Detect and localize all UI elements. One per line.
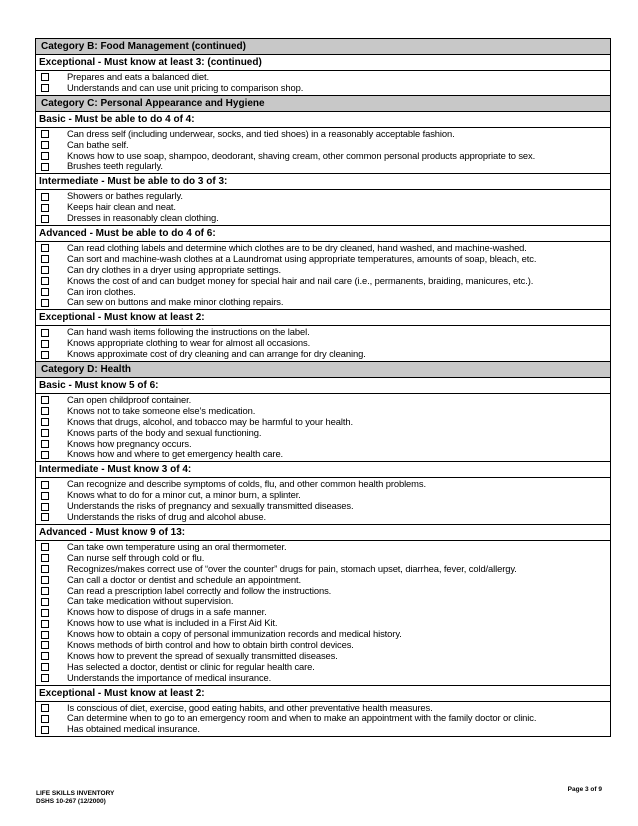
form-footer <box>36 790 114 806</box>
category-header: Category B: Food Management (continued) <box>36 39 610 55</box>
checkbox[interactable] <box>41 663 49 671</box>
checkbox[interactable] <box>41 598 49 606</box>
checkbox[interactable] <box>41 84 49 92</box>
item-text: Recognizes/makes correct use of “over the counter” drugs for pain, stomach upset, diarrhea, fever, cold/allergy. <box>67 562 517 574</box>
item-text: Can open childproof container. <box>67 394 192 406</box>
checkbox[interactable] <box>41 503 49 511</box>
checkbox[interactable] <box>41 641 49 649</box>
checklist-item <box>36 297 610 308</box>
checkbox[interactable] <box>41 576 49 584</box>
level-header: Intermediate - Must know 3 of 4: <box>36 462 610 478</box>
checkbox[interactable] <box>41 715 49 723</box>
checkbox[interactable] <box>41 652 49 660</box>
item-text: Is conscious of diet, exercise, good eating habits, and other preventative health measures. <box>67 701 433 713</box>
checkbox[interactable] <box>41 288 49 296</box>
checkbox[interactable] <box>41 492 49 500</box>
checkbox[interactable] <box>41 244 49 252</box>
checkbox[interactable] <box>41 396 49 404</box>
checkbox[interactable] <box>41 726 49 734</box>
category-header: Category C: Personal Appearance and Hygiene <box>36 96 610 112</box>
item-text: Knows how and where to get emergency health care. <box>67 448 284 460</box>
checkbox[interactable] <box>41 215 49 223</box>
checkbox[interactable] <box>41 609 49 617</box>
item-text: Knows how pregnancy occurs. <box>67 437 192 449</box>
checklist-group <box>36 128 610 175</box>
item-text: Dresses in reasonably clean clothing. <box>67 212 219 224</box>
item-text: Showers or bathes regularly. <box>67 190 183 202</box>
checkbox[interactable] <box>41 429 49 437</box>
checklist-item <box>36 140 610 151</box>
checklist-item <box>36 83 610 94</box>
item-text: Can dry clothes in a dryer using appropriate settings. <box>67 263 281 275</box>
item-text: Knows appropriate clothing to wear for almost all occasions. <box>67 337 311 349</box>
item-text: Can call a doctor or dentist and schedule an appointment. <box>67 573 302 585</box>
item-text: Knows what to do for a minor cut, a minor burn, a splinter. <box>67 489 301 501</box>
item-text: Can sew on buttons and make minor clothing repairs. <box>67 296 284 308</box>
checkbox[interactable] <box>41 266 49 274</box>
item-text: Understands the risks of pregnancy and sexually transmitted diseases. <box>67 500 354 512</box>
item-text: Knows approximate cost of dry cleaning and can arrange for dry cleaning. <box>67 348 366 360</box>
checklist-group <box>36 71 610 96</box>
checklist-item <box>36 673 610 684</box>
checklist-item <box>36 428 610 439</box>
checkbox[interactable] <box>41 340 49 348</box>
checkbox[interactable] <box>41 440 49 448</box>
checkbox[interactable] <box>41 193 49 201</box>
checkbox[interactable] <box>41 130 49 138</box>
item-text: Has selected a doctor, dentist or clinic for regular health care. <box>67 660 315 672</box>
checkbox[interactable] <box>41 587 49 595</box>
checkbox[interactable] <box>41 255 49 263</box>
checklist-item <box>36 349 610 360</box>
checkbox[interactable] <box>41 451 49 459</box>
item-text: Can iron clothes. <box>67 285 136 297</box>
item-text: Has obtained medical insurance. <box>67 723 200 735</box>
checkbox[interactable] <box>41 565 49 573</box>
checkbox[interactable] <box>41 543 49 551</box>
level-header: Advanced - Must know 9 of 13: <box>36 525 610 541</box>
checklist-group <box>36 702 610 737</box>
checkbox[interactable] <box>41 163 49 171</box>
checkbox[interactable] <box>41 620 49 628</box>
item-text: Knows methods of birth control and how to obtain birth control devices. <box>67 638 354 650</box>
checkbox[interactable] <box>41 674 49 682</box>
item-text: Prepares and eats a balanced diet. <box>67 71 210 82</box>
checkbox[interactable] <box>41 554 49 562</box>
checklist-item <box>36 213 610 224</box>
checkbox[interactable] <box>41 329 49 337</box>
checklist-item <box>36 512 610 523</box>
form-title: LIFE SKILLS INVENTORY <box>36 790 115 797</box>
checkbox[interactable] <box>41 704 49 712</box>
level-header: Intermediate - Must be able to do 3 of 3: <box>36 174 610 190</box>
item-text: Understands the importance of medical insurance. <box>67 671 272 683</box>
item-text: Understands and can use unit pricing to comparison shop. <box>67 81 304 93</box>
level-header: Exceptional - Must know at least 2: <box>36 310 610 326</box>
item-text: Knows that drugs, alcohol, and tobacco may be harmful to your health. <box>67 415 353 427</box>
level-header: Basic - Must be able to do 4 of 4: <box>36 112 610 128</box>
checklist-group <box>36 478 610 525</box>
checkbox[interactable] <box>41 299 49 307</box>
item-text: Can read a prescription label correctly and follow the instructions. <box>67 584 332 596</box>
item-text: Can recognize and describe symptoms of colds, flu, and other common health problems. <box>67 478 426 490</box>
checklist-group <box>36 394 610 462</box>
item-text: Knows how to use what is included in a First Aid Kit. <box>67 617 278 629</box>
item-text: Can bathe self. <box>67 138 129 150</box>
checkbox[interactable] <box>41 152 49 160</box>
checklist-item <box>36 575 610 586</box>
page-number: Page 3 of 9 <box>567 786 602 793</box>
item-text: Knows how to use soap, shampoo, deodorant, shaving cream, other common personal products appropriate to sex. <box>67 149 536 161</box>
item-text: Can read clothing labels and determine which clothes are to be dry cleaned, hand washed, and machine-washed. <box>67 242 527 254</box>
item-text: Can nurse self through cold or flu. <box>67 551 205 563</box>
checklist-group <box>36 326 610 362</box>
item-text: Knows how to dispose of drugs in a safe manner. <box>67 606 267 618</box>
checklist-item <box>36 724 610 735</box>
checkbox[interactable] <box>41 407 49 415</box>
checkbox[interactable] <box>41 631 49 639</box>
item-text: Can take own temperature using an oral thermometer. <box>67 540 287 552</box>
checkbox[interactable] <box>41 513 49 521</box>
category-header: Category D: Health <box>36 362 610 378</box>
checkbox[interactable] <box>41 141 49 149</box>
checkbox[interactable] <box>41 351 49 359</box>
checkbox[interactable] <box>41 481 49 489</box>
item-text: Knows how to obtain a copy of personal immunization records and medical history. <box>67 628 402 640</box>
checklist-item <box>36 449 610 460</box>
level-header: Advanced - Must be able to do 4 of 6: <box>36 226 610 242</box>
checklist-item <box>36 564 610 575</box>
checkbox[interactable] <box>41 418 49 426</box>
item-text: Brushes teeth regularly. <box>67 160 163 172</box>
checkbox[interactable] <box>41 204 49 212</box>
item-text: Can dress self (including underwear, socks, and tied shoes) in a reasonably acceptable fashion. <box>67 127 455 139</box>
item-text: Can sort and machine-wash clothes at a Laundromat using appropriate temperatures, amounts of soap, bleach, etc. <box>67 252 537 264</box>
item-text: Knows the cost of and can budget money for special hair and nail care (i.e., permanents, braiding, manicures, etc.). <box>67 274 534 286</box>
level-header: Basic - Must know 5 of 6: <box>36 378 610 394</box>
item-text: Can determine when to go to an emergency room and when to make an appointment with the family doctor or clinic. <box>67 712 537 724</box>
checklist-item <box>36 662 610 673</box>
item-text: Can hand wash items following the instructions on the label. <box>67 326 310 338</box>
checklist-group <box>36 242 610 310</box>
item-text: Knows not to take someone else’s medication. <box>67 404 256 416</box>
form-id: DSHS 10-267 (12/2000) <box>36 798 106 805</box>
level-header: Exceptional - Must know at least 2: <box>36 686 610 702</box>
level-header: Exceptional - Must know at least 3: (continued) <box>36 55 610 71</box>
checklist-item <box>36 276 610 287</box>
item-text: Knows how to prevent the spread of sexually transmitted diseases. <box>67 649 338 661</box>
item-text: Understands the risks of drug and alcohol abuse. <box>67 511 266 523</box>
item-text: Knows parts of the body and sexual functioning. <box>67 426 262 438</box>
checklist-group <box>36 190 610 226</box>
item-text: Keeps hair clean and neat. <box>67 201 176 213</box>
item-text: Can take medication without supervision. <box>67 595 234 607</box>
checkbox[interactable] <box>41 277 49 285</box>
checkbox[interactable] <box>41 73 49 81</box>
checklist-group <box>36 541 610 686</box>
checklist-item <box>36 161 610 172</box>
inventory-form <box>35 38 611 737</box>
